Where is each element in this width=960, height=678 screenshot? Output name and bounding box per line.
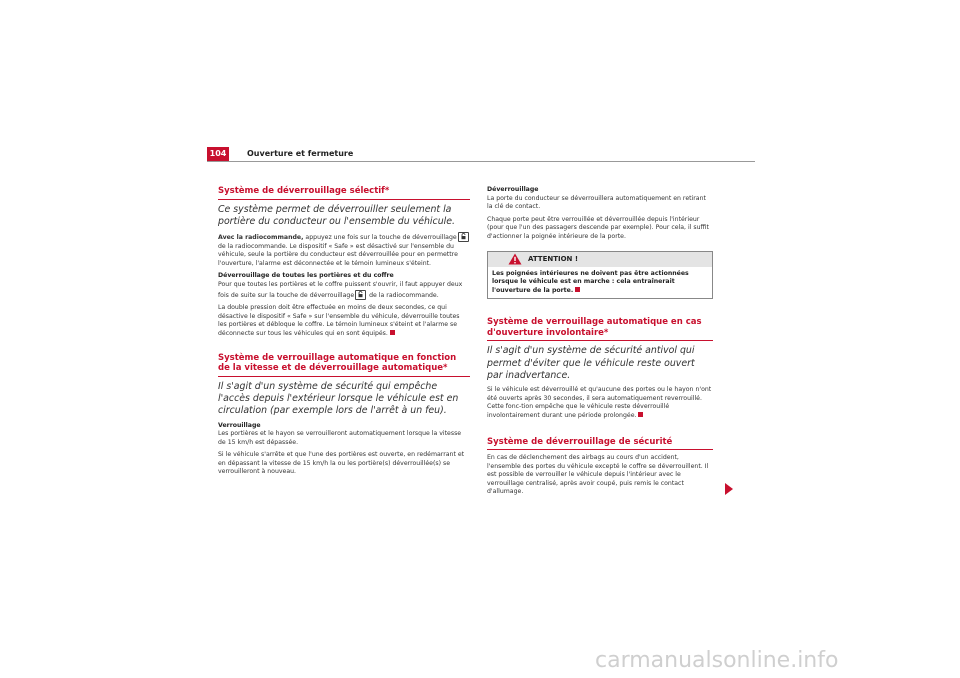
paragraph xyxy=(218,232,470,268)
warning-triangle-icon xyxy=(508,253,522,265)
warning-title: ATTENTION ! xyxy=(528,255,579,264)
section-divider xyxy=(218,199,470,200)
section-end-marker xyxy=(638,412,643,417)
paragraph: Si le véhicule s'arrête et que l'une des portières est ouverte, en redémarrant et en dépassant la vitesse de 15 km/h la ou les portière(s) déverrouillée(s) se verrouilleront à nouveau. xyxy=(218,451,465,476)
text-run: appuyez une fois sur la touche de déverrouillage xyxy=(303,234,457,242)
paragraph xyxy=(218,281,470,300)
right-column xyxy=(487,186,713,501)
text-run: Si le véhicule est déverrouillé et qu'aucune des portes ou le hayon n'ont été ouverts après 30 secondes, il sera automatiquement reverrouillé. Cette fonc-tion empêche que le véhicule reste déverrouillé involontairement durant une période prolongée. xyxy=(487,386,712,420)
subheading: Déverrouillage xyxy=(487,186,539,193)
paragraph xyxy=(487,386,713,420)
unlock-key-icon xyxy=(355,290,366,300)
paragraph: Chaque porte peut être verrouillée et déverrouillée depuis l'intérieur (pour que l'un des passagers descende par exemple). Pour cela, il suffit d'actionner la poignée intérieure de la porte. xyxy=(487,215,709,240)
paragraph xyxy=(218,304,470,338)
paragraph: La porte du conducteur se déverrouillera automatiquement en retirant la clé de contact. xyxy=(487,194,706,211)
section-title-selective-unlock: Système de déverrouillage sélectif* xyxy=(218,186,390,196)
section-divider xyxy=(487,449,713,450)
text-run: de la radiocommande. xyxy=(367,291,439,299)
header-divider xyxy=(207,161,755,162)
subheading: Verrouillage xyxy=(218,421,261,429)
warning-header xyxy=(488,252,712,267)
section-title-safety-unlock: Système de déverrouillage de sécurité xyxy=(487,436,673,447)
section-title-auto-relock: Système de verrouillage automatique en cas d'ouverture involontaire* xyxy=(487,317,702,338)
text-run: Les poignées intérieures ne doivent pas être actionnées lorsque le véhicule est en marche : cela entraînerait l'ouverture de la porte. xyxy=(492,269,689,294)
subheading: Déverrouillage de toutes les portières et du coffre xyxy=(218,272,394,280)
section-end-marker xyxy=(390,330,395,335)
bold-lead: Avec la radiocommande, xyxy=(218,234,304,242)
paragraph: Les portières et le hayon se verrouilleront automatiquement lorsque la vitesse de 15 km/h est dépassée. xyxy=(218,430,462,446)
text-run: Pour que toutes les portières et le coffre puissent s'ouvrir, il faut appuyer deux fois de suite sur la touche de déverrouillage xyxy=(218,281,463,299)
chapter-title: Ouverture et fermeture xyxy=(247,149,354,158)
paragraph: En cas de déclenchement des airbags au cours d'un accident, l'ensemble des portes du véhicule excepté le coffre se déverrouillent. Il est possible de verrouiller le véhicule depuis l'intérieur avec le verrouillage centralisé, après avoir coupé, puis remis le contact d'allumage. xyxy=(487,454,709,496)
watermark: carmanualsonline.info xyxy=(595,648,839,673)
warning-box xyxy=(487,251,713,300)
page-number: 104 xyxy=(207,147,229,161)
section-end-marker xyxy=(575,287,580,292)
section-intro: Ce système permet de déverrouiller seulement la portière du conducteur ou l'ensemble du véhicule. xyxy=(218,203,455,227)
warning-text xyxy=(492,270,712,296)
section-intro: Il s'agit d'un système de sécurité qui empêche l'accès depuis l'extérieur lorsque le véhicule est en circulation (par exemple lors de l'arrêt à un feu). xyxy=(218,380,459,417)
section-title-speed-lock: Système de verrouillage automatique en fonction de la vitesse et de déverrouillage automatique* xyxy=(218,352,457,374)
text-run: La double pression doit être effectuée en moins de deux secondes, ce qui désactive le dispositif « Safe » sur l'ensemble du véhicule, déverrouille toutes les portières et débloque le coffre. Le témoin lumineux s'éteint et l'alarme se déconnecte sur tous les véhicules qui en sont équipés. xyxy=(218,304,460,338)
text-run: de la radiocommande. Le dispositif « Safe » est désactivé sur l'ensemble du véhicule, seule la portière du conducteur est déverrouillée pour en permettre l'ouverture, l'alarme est déconnectée et le témoin lumineux s'éteint. xyxy=(218,242,458,267)
section-divider xyxy=(218,376,470,377)
left-column xyxy=(218,186,470,481)
unlock-key-icon xyxy=(458,232,469,242)
continue-arrow-icon xyxy=(725,483,733,495)
section-intro: Il s'agit d'un système de sécurité antivol qui permet d'éviter que le véhicule reste ouvert par inadvertance. xyxy=(487,345,695,381)
page-header xyxy=(207,147,755,161)
section-divider xyxy=(487,340,713,341)
